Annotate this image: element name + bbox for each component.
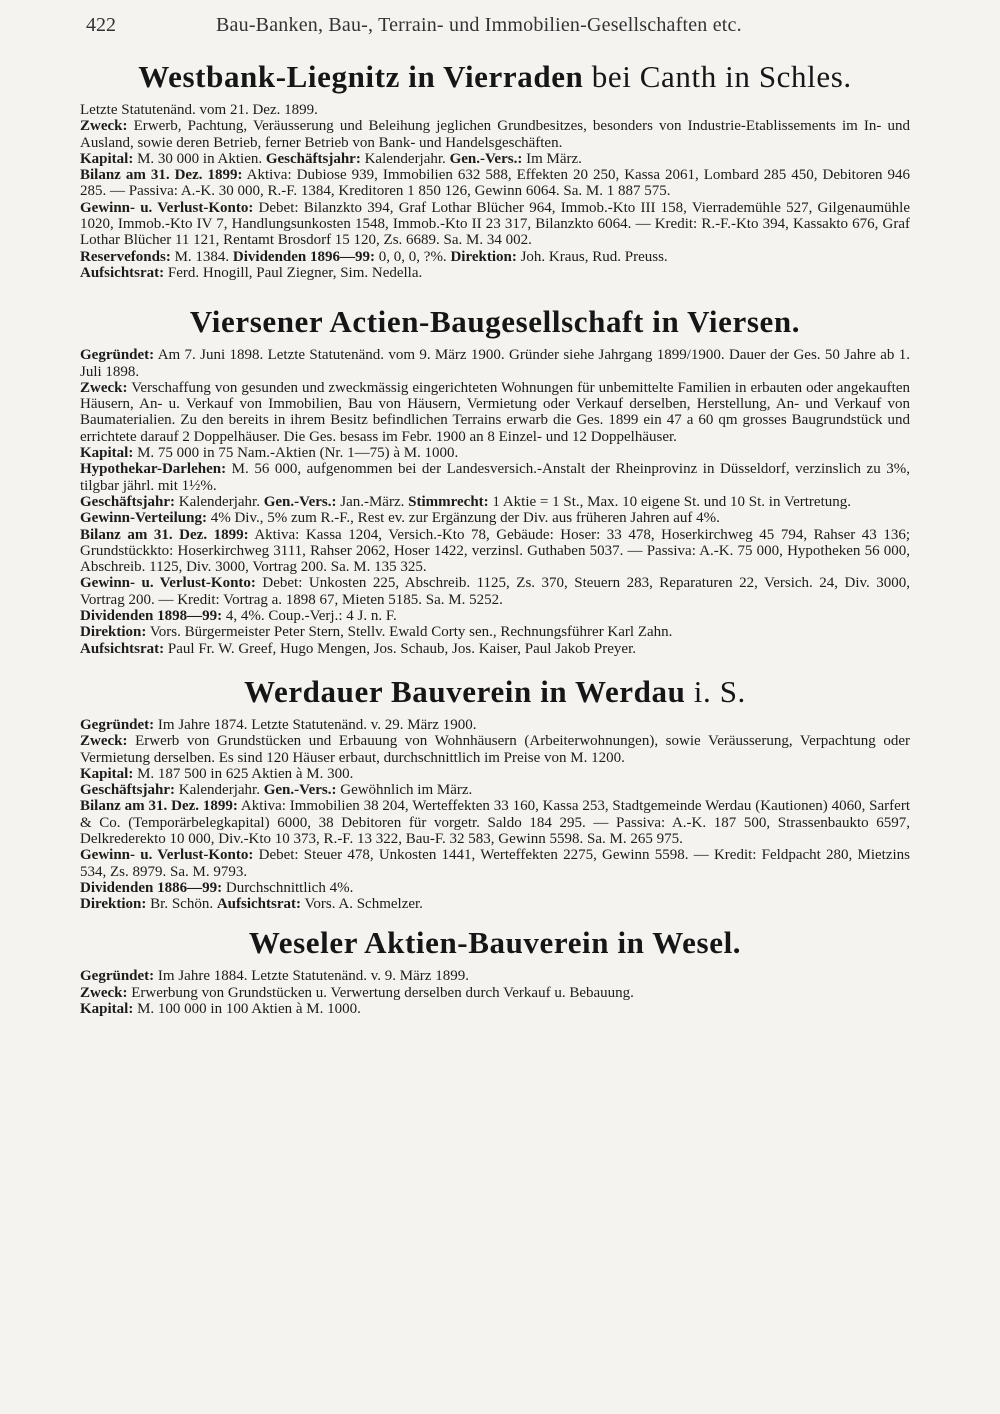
entry-paragraph [80, 347, 910, 380]
entry-paragraph [80, 733, 910, 766]
running-header [86, 14, 916, 42]
entry-text: M. 56 000, aufgenommen bei der Landesversich.-Anstalt der Rheinprovinz in Düsseldorf, verzinslich zu 3%, tilgbar jährl. mit 1½%. [80, 461, 910, 494]
entry-label: Kapital: [80, 150, 134, 167]
running-title: Bau-Banken, Bau-, Terrain- und Immobilien-Gesellschaften etc. [216, 14, 742, 36]
entry-text: Kalenderjahr. [178, 782, 260, 799]
entry-label: Gegründet: [80, 347, 155, 364]
entry-paragraph [80, 880, 910, 896]
entry-text: Im März. [526, 150, 582, 167]
entry-label: Bilanz am 31. Dez. 1899: [80, 526, 249, 543]
entry-paragraph [80, 265, 910, 281]
entry-text: Aktiva: Kassa 1204, Versich.-Kto 78, Gebäude: Hoser: 33 478, Hoserkirchweg 45 794, Rahser 43 136; Grundstückkto: Hoserkirchweg 3111, Rahser 2062, Hoser 1422, verzinsl. Guthaben 5037. — Passiva: A.-K. 75 000, Hypotheken 56 000, Abschreib. 1125, Div. 3000, Vortrag 200. Sa. M. 135 325. [80, 526, 910, 576]
entry-paragraph [80, 1001, 910, 1017]
entry-paragraph [80, 461, 910, 494]
company-section [80, 303, 910, 657]
entry-text: M. 75 000 in 75 Nam.-Aktien (Nr. 1—75) à M. 1000. [137, 445, 459, 462]
entry-label: Gewinn- u. Verlust-Konto: [80, 199, 254, 216]
entry-paragraph [80, 641, 910, 657]
entry-label: Geschäftsjahr: [80, 782, 175, 799]
entry-paragraph [80, 200, 910, 249]
company-title [80, 673, 910, 711]
entry-label: Dividenden 1886—99: [80, 879, 223, 896]
entry-paragraph [80, 445, 910, 461]
company-title-main: Westbank-Liegnitz in Vierraden [138, 59, 584, 94]
entry-label: Stimmrecht: [408, 493, 489, 510]
entry-paragraph [80, 798, 910, 847]
entry-label: Gen.-Vers.: [263, 782, 337, 799]
entry-paragraph [80, 847, 910, 880]
entry-label: Zweck: [80, 118, 128, 135]
entry-label: Bilanz am 31. Dez. 1899: [80, 167, 243, 184]
company-title [80, 303, 910, 341]
entry-text: M. 100 000 in 100 Aktien à M. 1000. [137, 1001, 361, 1018]
entry-paragraph [80, 717, 910, 733]
company-section [80, 58, 910, 281]
entry-label: Aufsichtsrat: [80, 640, 165, 657]
entry-paragraph [80, 527, 910, 576]
entry-label: Gewinn- u. Verlust-Konto: [80, 575, 256, 592]
entry-label: Kapital: [80, 445, 134, 462]
entry-paragraph [80, 968, 910, 984]
company-title [80, 924, 910, 962]
entry-text: Erwerbung von Grundstücken u. Verwertung derselben durch Verkauf u. Bebauung. [131, 984, 634, 1001]
entry-paragraph [80, 782, 910, 798]
entry-label: Hypothekar-Darlehen: [80, 461, 227, 478]
entry-paragraph [80, 896, 910, 912]
entry-text: Kalenderjahr. [364, 150, 446, 167]
company-title [80, 58, 910, 96]
company-title-main: Viersener Actien-Baugesellschaft in Viersen. [189, 304, 801, 340]
entry-label: Direktion: [80, 624, 147, 641]
company-section [80, 924, 910, 1017]
entry-paragraph [80, 766, 910, 782]
entry-label: Aufsichtsrat: [216, 896, 301, 913]
entry-label: Reservefonds: [80, 248, 171, 265]
entry-text: 4% Div., 5% zum R.-F., Rest ev. zur Ergänzung der Div. aus früheren Jahren auf 4%. [210, 510, 720, 527]
entry-text: Jan.-März. [340, 493, 405, 510]
entry-label: Direktion: [450, 248, 517, 265]
entry-text: Debet: Unkosten 225, Abschreib. 1125, Zs. 370, Steuern 283, Reparaturen 22, Versich. 24, Div. 3000, Vortrag 200. — Kredit: Vortrag a. 1898 67, Mieten 5185. Sa. M. 5252. [80, 575, 910, 608]
entry-label: Gegründet: [80, 968, 155, 985]
entry-label: Zweck: [80, 733, 128, 750]
entry-label: Gen.-Vers.: [263, 493, 337, 510]
entry-label: Geschäftsjahr: [265, 150, 361, 167]
entry-label: Gewinn-Verteilung: [80, 510, 207, 527]
entry-label: Bilanz am 31. Dez. 1899: [80, 798, 238, 815]
company-title-location: bei Canth in Schles. [583, 59, 852, 94]
company-title-main: Werdauer Bauverein in Werdau [244, 673, 686, 709]
entry-label: Kapital: [80, 1001, 134, 1018]
company-title-location: i. S. [685, 673, 746, 709]
entry-text: Aktiva: Immobilien 38 204, Werteffekten 33 160, Kassa 253, Stadtgemeinde Werdau (Kautionen) 4060, Sarfert & Co. (Temporärbelegkapital) 6000, 38 Debitoren für vorgetr. Saldo 184 295. — Passiva: A.-K. 187 500, Strassenbaukto 6597, Delkrederekto 10 000, Div.-Kto 10 373, R.-F. 13 322, Bau-F. 32 583, Gewinn 5598. Sa. M. 265 975. [80, 798, 910, 847]
page-number: 422 [86, 14, 116, 36]
entry-label: Gewinn- u. Verlust-Konto: [80, 847, 254, 864]
entry-paragraph [80, 494, 910, 510]
company-section [80, 673, 910, 913]
entry-text: Letzte Statutenänd. vom 21. Dez. 1899. [80, 102, 318, 118]
entry-text: Vors. Bürgermeister Peter Stern, Stellv. Ewald Corty sen., Rechnungsführer Karl Zahn. [149, 624, 673, 641]
entry-text: Aktiva: Dubiose 939, Immobilien 632 588, Effekten 20 250, Kassa 2061, Lombard 285 450, Debitoren 946 285. — Passiva: A.-K. 30 000, R.-F. 1384, Kreditoren 1 850 126, Gewinn 6064. Sa. M. 1 887 575. [80, 167, 910, 200]
entry-label: Zweck: [80, 379, 128, 396]
entry-label: Direktion: [80, 896, 147, 913]
entry-paragraph [80, 167, 910, 200]
entry-text: Im Jahre 1884. Letzte Statutenänd. v. 9. März 1899. [157, 968, 469, 985]
entry-paragraph [80, 380, 910, 445]
entry-text: Durchschnittlich 4%. [225, 879, 354, 896]
entry-text: 1 Aktie = 1 St., Max. 10 eigene St. und 10 St. in Vertretung. [492, 493, 851, 510]
entry-text: M. 30 000 in Aktien. [137, 150, 263, 167]
entry-text: Debet: Bilanzkto 394, Graf Lothar Blücher 964, Immob.-Kto III 158, Vierrademühle 527, Gilgenaumühle 1020, Immob.-Kto IV 7, Handlungsunkosten 1548, Immob.-Kto II 23 317, Bilanzkto 6064. — Kredit: R.-F.-Kto 394, Kassakto 676, Graf Lothar Blücher 11 121, Rentamt Brosdorf 15 120, Zs. 6689. Sa. M. 34 002. [80, 199, 911, 249]
entry-paragraph [80, 575, 910, 608]
entry-text: Gewöhnlich im März. [340, 782, 473, 799]
entry-text: Erwerb, Pachtung, Veräusserung und Beleihung jeglichen Grundbesitzes, besonders von Industrie-Etablissements im In- und Ausland, sowie deren Betrieb, ferner Betrieb von Bank- und Handelsgeschäften. [80, 118, 910, 151]
entry-label: Kapital: [80, 765, 134, 782]
entry-text: Br. Schön. [150, 896, 214, 913]
entry-label: Dividenden 1896—99: [232, 248, 376, 265]
entry-paragraph [80, 510, 910, 526]
entry-paragraph [80, 102, 910, 118]
entry-text: Am 7. Juni 1898. Letzte Statutenänd. vom 9. März 1900. Gründer siehe Jahrgang 1899/1900. Dauer der Ges. 50 Jahre ab 1. Juli 1898. [80, 347, 910, 380]
entry-text: Joh. Kraus, Rud. Preuss. [520, 248, 668, 265]
entry-text: Debet: Steuer 478, Unkosten 1441, Werteffekten 2275, Gewinn 5598. — Kredit: Feldpacht 280, Mietzins 534, Zs. 8979. Sa. M. 9793. [80, 847, 911, 880]
entry-text: M. 1384. [174, 248, 230, 265]
entry-label: Aufsichtsrat: [80, 264, 165, 281]
entry-paragraph [80, 249, 910, 265]
entry-paragraph [80, 608, 910, 624]
entry-text: 0, 0, 0, ?%. [378, 248, 447, 265]
entry-text: Verschaffung von gesunden und zweckmässig eingerichteten Wohnungen für unbemittelte Familien in erbauten oder angekauften Häusern, An- u. Verkauf von Immobilien, Bau von Häusern, Vermietung oder Verkauf derselben, Herstellung, An- und Verkauf von Baumaterialien. Zu den bereits in ihrem Besitz befindlichen Terrains erwarb die Ges. 1899 ein 47 a 60 qm grosses Baugrundstück und errichtete darauf 2 Doppelhäuser. Die Ges. besass im Febr. 1900 an 8 Einzel- und 12 Doppelhäuser. [80, 379, 910, 445]
entry-paragraph [80, 624, 910, 640]
entry-label: Zweck: [80, 984, 128, 1001]
entry-text: M. 187 500 in 625 Aktien à M. 300. [137, 765, 354, 782]
entry-text: Kalenderjahr. [178, 493, 260, 510]
entry-label: Geschäftsjahr: [80, 493, 175, 510]
entry-text: Erwerb von Grundstücken und Erbauung von Wohnhäusern (Arbeiterwohnungen), sowie Veräusserung, Verpachtung oder Vermietung derselben. Es sind 120 Häuser erbaut, durchschnittlich im Preise von M. 1200. [80, 733, 910, 766]
entry-text: Paul Fr. W. Greef, Hugo Mengen, Jos. Schaub, Jos. Kaiser, Paul Jakob Preyer. [167, 640, 637, 657]
entry-paragraph [80, 118, 910, 151]
entry-label: Gegründet: [80, 716, 155, 733]
company-title-main: Weseler Aktien-Bauverein in Wesel. [248, 925, 742, 961]
entry-paragraph [80, 151, 910, 167]
entry-label: Dividenden 1898—99: [80, 608, 223, 625]
entry-text: Vors. A. Schmelzer. [304, 896, 423, 913]
entry-text: Im Jahre 1874. Letzte Statutenänd. v. 29. März 1900. [157, 716, 477, 733]
entry-text: Ferd. Hnogill, Paul Ziegner, Sim. Nedella. [167, 264, 423, 281]
entry-paragraph [80, 985, 910, 1001]
entry-text: 4, 4%. Coup.-Verj.: 4 J. n. F. [225, 608, 397, 625]
document-body [80, 58, 910, 1035]
entry-label: Gen.-Vers.: [449, 150, 523, 167]
